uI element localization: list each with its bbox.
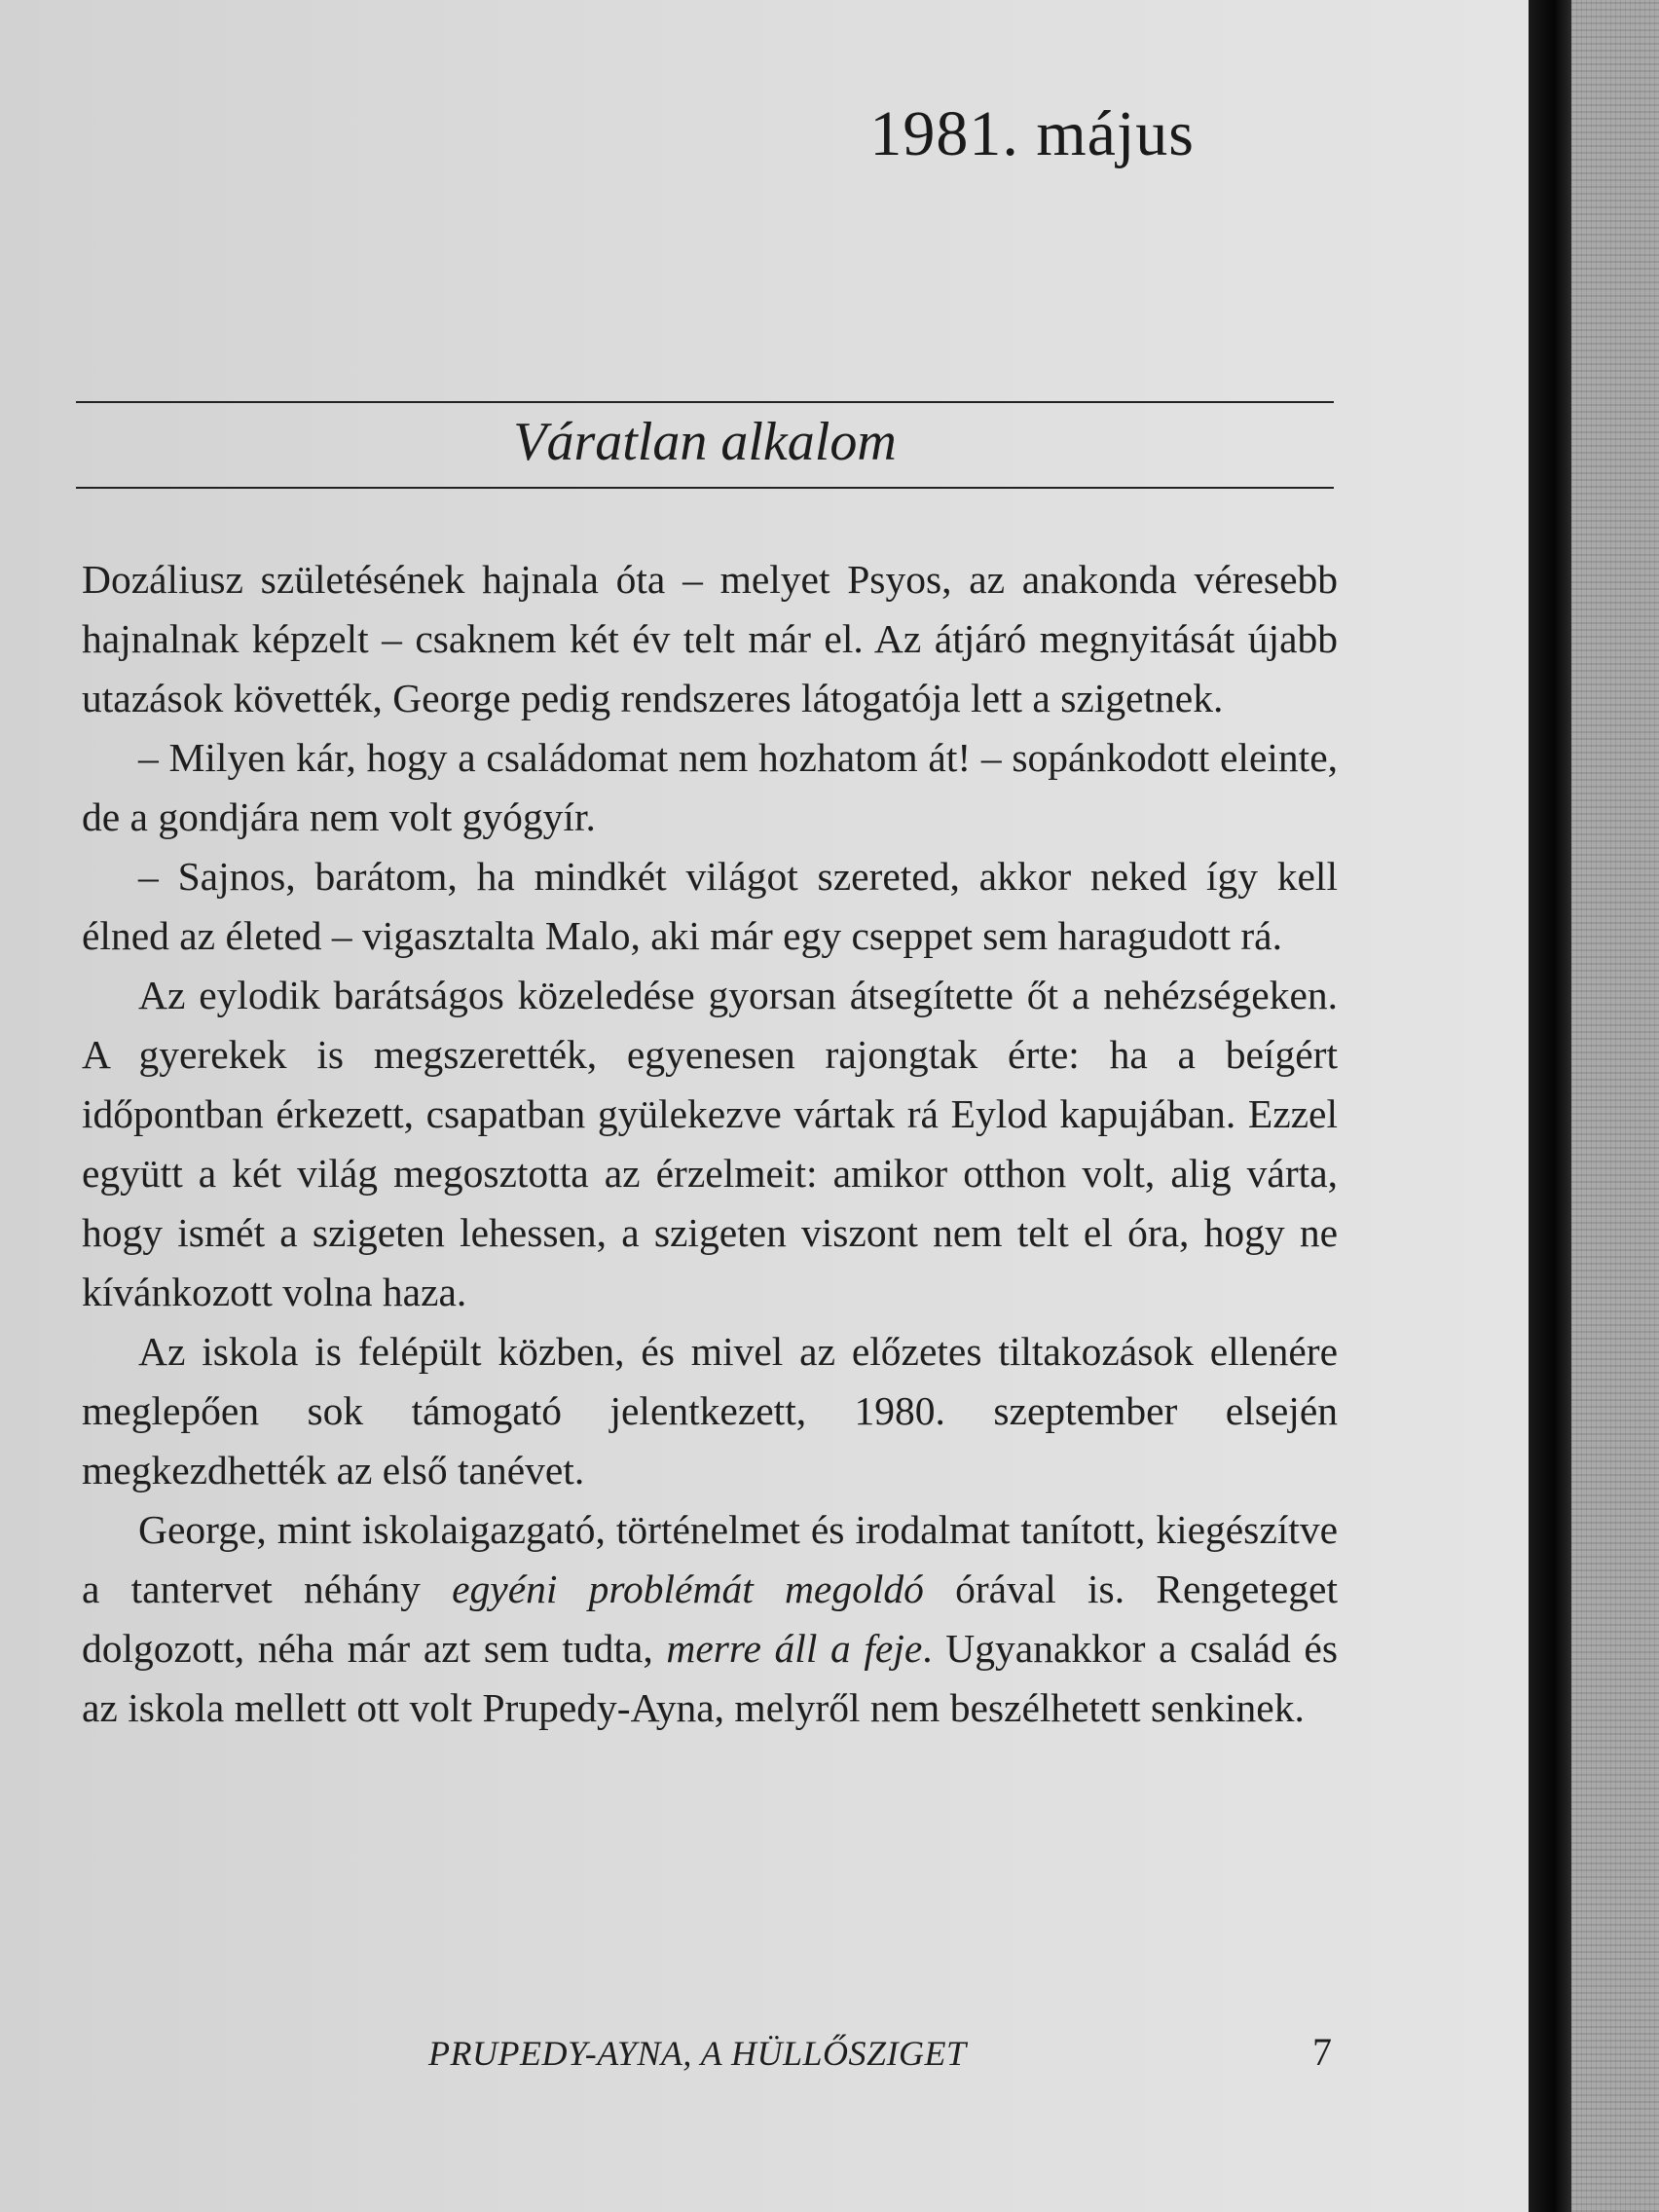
paragraph-6-part-2: órával is. Rengeteget dolgozott, néha már azt sem tudta, bbox=[82, 1567, 1338, 1671]
book-binding-edge bbox=[1529, 0, 1571, 2212]
page-number: 7 bbox=[1312, 2030, 1332, 2074]
paragraph-6 bbox=[82, 1500, 1338, 1738]
paragraph-4: Az eylodik barátságos közeledése gyorsan átsegítette őt a nehézségeken. A gyerekek is megszerették, egyenesen rajongtak érte: ha a beígért időpontban érkezett, csapatban gyülekezve vártak rá Eylod kapujában. Ezzel együtt a két világ megosztotta az érzelmeit: amikor otthon volt, alig várta, hogy ismét a szigeten lehessen, a szigeten viszont nem telt el óra, hogy ne kívánkozott volna haza. bbox=[82, 973, 1338, 1314]
running-title: PRUPEDY-AYNA, A HÜLLŐSZIGET bbox=[428, 2034, 967, 2073]
chapter-date: 1981. május bbox=[869, 98, 1195, 169]
paragraph-5: Az iskola is felépült közben, és mivel az előzetes tiltakozások ellenére meglepően sok támogató jelentkezett, 1980. szeptember elsején megkezdhették az első tanévet. bbox=[82, 1329, 1338, 1493]
paragraph-3: – Sajnos, barátom, ha mindkét világot szereted, akkor neked így kell élned az életed – vigasztalta Malo, aki már egy cseppet sem haragudott rá. bbox=[82, 854, 1338, 958]
body-text bbox=[82, 550, 1338, 1738]
paragraph-6-italic-2: merre áll a feje bbox=[666, 1626, 923, 1671]
chapter-title: Váratlan alkalom bbox=[513, 412, 897, 472]
paragraph-6-part-1: George, mint iskolaigazgató, történelmet és irodalmat tanított, kiegészítve a tantervet néhány bbox=[82, 1507, 1338, 1611]
title-rule-top bbox=[76, 401, 1334, 403]
paragraph-6-italic-1: egyéni problémát megoldó bbox=[452, 1567, 924, 1611]
paragraph-2: – Milyen kár, hogy a családomat nem hozhatom át! – sopánkodott eleinte, de a gondjára nem volt gyógyír. bbox=[82, 735, 1338, 839]
book-cover-texture bbox=[1571, 0, 1659, 2212]
paragraph-6-part-3: . Ugyanakkor a család és az iskola mellett ott volt Prupedy-Ayna, melyről nem beszélhetett senkinek. bbox=[82, 1626, 1339, 1730]
title-rule-bottom bbox=[76, 487, 1334, 489]
paragraph-1: Dozáliusz születésének hajnala óta – melyet Psyos, az anakonda véresebb hajnalnak képzelt – csaknem két év telt már el. Az átjáró megnyitását újabb utazások követték, George pedig rendszeres látogatója lett a szigetnek. bbox=[82, 557, 1338, 720]
